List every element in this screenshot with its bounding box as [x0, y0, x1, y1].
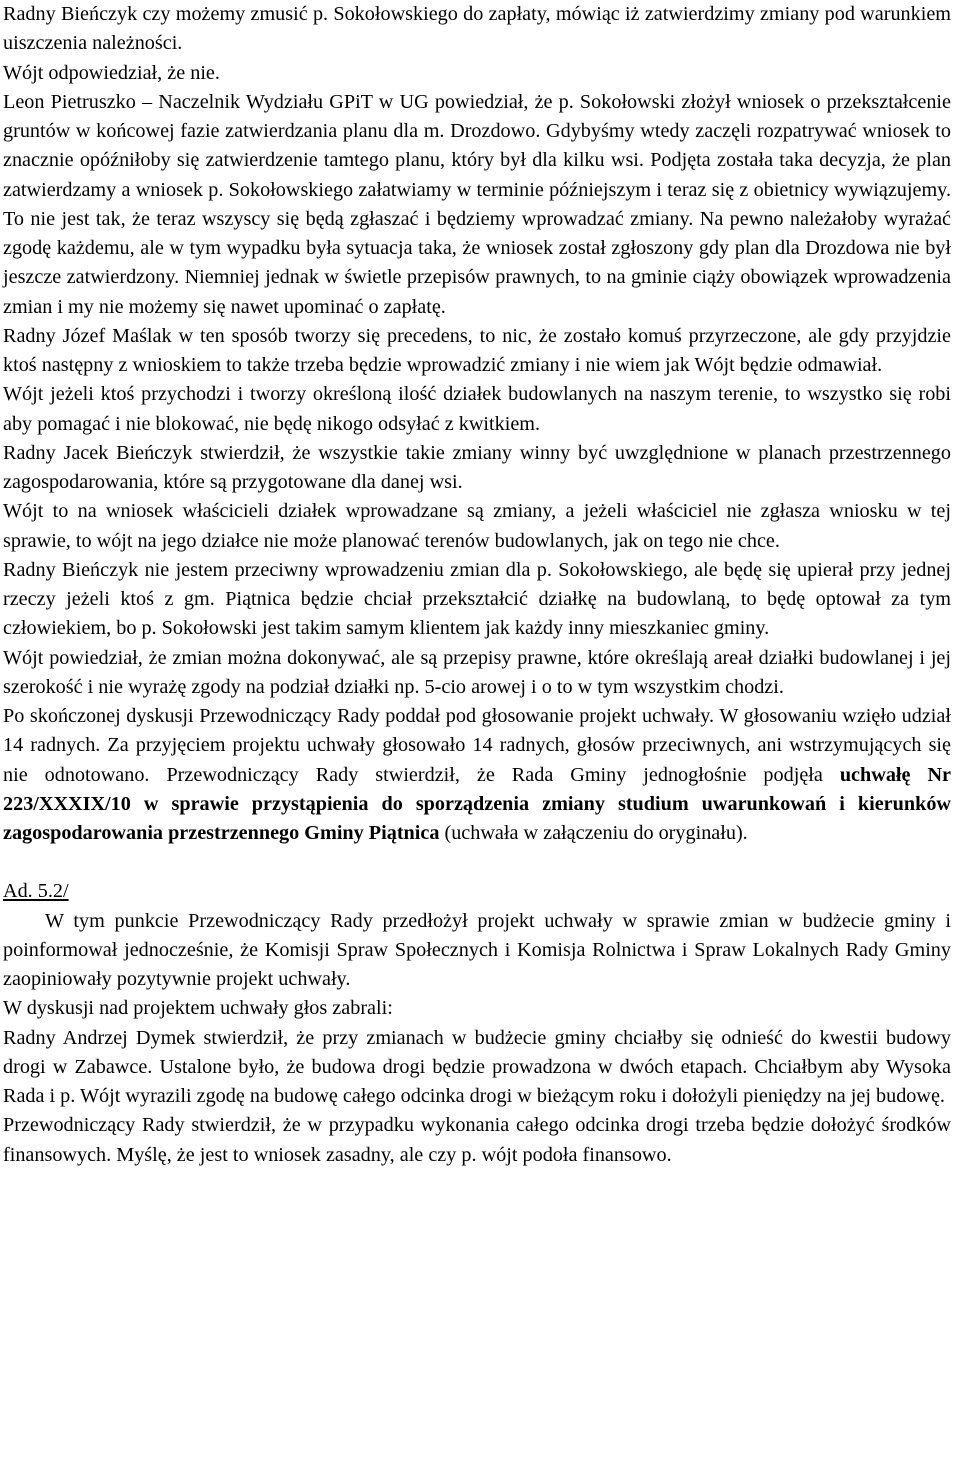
paragraph-pietruszko: Leon Pietruszko – Naczelnik Wydziału GPiT w UG powiedział, że p. Sokołowski złożył wniosek o przekształcenie gruntów w końcowej fazie zatwierdzania planu dla m. Drozdowo. Gdybyśmy wtedy zaczęli rozpatrywać wniosek to znacznie opóźniłoby się zatwierdzenie tamtego planu, który był dla kilku wsi. Podjęta została taka decyzja, że plan zatwierdzamy a wniosek p. Sokołowskiego załatwiamy w terminie późniejszym i teraz się z obietnicy wywiązujemy. To nie jest tak, że teraz wszyscy się będą zgłaszać i będziemy wprowadzać zmiany. Na pewno należałoby wyrażać zgodę każdemu, ale w tym wypadku była sytuacja taka, że wniosek został zgłoszony gdy plan dla Drozdowa nie był jeszcze zatwierdzony. Niemniej jednak w świetle przepisów prawnych, to na gminie ciąży obowiązek wprowadzenia zmian i my nie możemy się nawet upominać o zapłatę. — [3, 90, 951, 318]
vote-text-after: (uchwała w załączeniu do oryginału). — [439, 822, 748, 844]
section-intro: W tym punkcie Przewodniczący Rady przedłożył projekt uchwały w sprawie zmian w budżecie gminy i poinformował jednocześnie, że Komisji Spraw Społecznych i Komisja Rolnictwa i Spraw Lokalnych Rady Gminy zaopiniowały pozytywnie projekt uchwały. — [3, 909, 951, 990]
paragraph-wojt-building-plots: Wójt jeżeli ktoś przychodzi i tworzy określoną ilość działek budowlanych na naszym terenie, to wszystko się robi aby pomagać i nie blokować, nie będę nikogo odsyłać z kwitkiem. — [3, 383, 951, 435]
vote-text-before: Po skończonej dyskusji Przewodniczący Rady poddał pod głosowanie projekt uchwały. W głosowaniu wzięło udział 14 radnych. Za przyjęciem projektu uchwały głosowało 14 radnych, głosów przeciwnych, ani wstrzymujących się nie odnotowano. Przewodniczący Rady stwierdził, że Rada Gminy jednogłośnie podjęła — [3, 705, 951, 786]
paragraph-vote-result — [3, 702, 951, 848]
paragraph-maslak: Radny Józef Maślak w ten sposób tworzy się precedens, to nic, że zostało komuś przyrzeczone, ale gdy przyjdzie ktoś następny z wnioskiem to także trzeba będzie wprowadzić zmiany i nie wiem jak Wójt będzie odmawiał. — [3, 324, 951, 376]
paragraph-discussion-intro: W dyskusji nad projektem uchwały głos zabrali: — [3, 997, 393, 1020]
paragraph-chairman-road: Przewodniczący Rady stwierdził, że w przypadku wykonania całego odcinka drogi trzeba będzie dołożyć środków finansowych. Myślę, że jest to wniosek zasadny, ale czy p. wójt podoła finansowo. — [3, 1114, 951, 1166]
resolution-title: uchwałę Nr 223/XXXIX/10 w sprawie przystąpienia do sporządzenia zmiany studium uwarunkowań i kierunków zagospodarowania przestrzennego Gminy Piątnica — [3, 763, 951, 844]
section-heading-text: Ad. 5.2/ — [3, 880, 69, 903]
paragraph-wojt-regulations: Wójt powiedział, że zmian można dokonywać, ale są przepisy prawne, które określają areał działki budowlanej i jej szerokość i nie wyrażę zgody na podział działki np. 5-cio arowej i o to w tym wszystkim chodzi. — [3, 646, 951, 698]
paragraph-bienczyk-not-against: Radny Bieńczyk nie jestem przeciwny wprowadzeniu zmian dla p. Sokołowskiego, ale będę się upierał przy jednej rzeczy jeżeli ktoś z gm. Piątnica będzie chciał przekształcić działkę na budowlaną, to będę optował za tym człowiekiem, bo p. Sokołowski jest takim samym klientem jak każdy inny mieszkaniec gminy. — [3, 558, 951, 640]
paragraph-jacek-bienczyk: Radny Jacek Bieńczyk stwierdził, że wszystkie takie zmiany winny być uwzględnione w planach przestrzennego zagospodarowania, które są przygotowane dla danej wsi. — [3, 441, 951, 493]
section-heading — [3, 877, 951, 906]
paragraph-dymek: Radny Andrzej Dymek stwierdził, że przy zmianach w budżecie gminy chciałby się odnieść do kwestii budowy drogi w Zabawce. Ustalone było, że budowa drogi będzie prowadzona w dwóch etapach. Chciałbym aby Wysoka Rada i p. Wójt wyrazili zgodę na budowę całego odcinka drogi w bieżącym roku i dołożyli pieniędzy na jej budowę. — [3, 1026, 951, 1107]
paragraph-wojt-owners: Wójt to na wniosek właścicieli działek wprowadzane są zmiany, a jeżeli właściciel nie zgłasza wniosku w tej sprawie, to wójt na jego działce nie może planować terenów budowlanych, jak on tego nie chce. — [3, 500, 951, 552]
paragraph-wojt-answer: Wójt odpowiedział, że nie. — [3, 61, 220, 84]
paragraph-bienczyk-question: Radny Bieńczyk czy możemy zmusić p. Sokołowskiego do zapłaty, mówiąc iż zatwierdzimy zmiany pod warunkiem uiszczenia należności. — [3, 3, 951, 55]
